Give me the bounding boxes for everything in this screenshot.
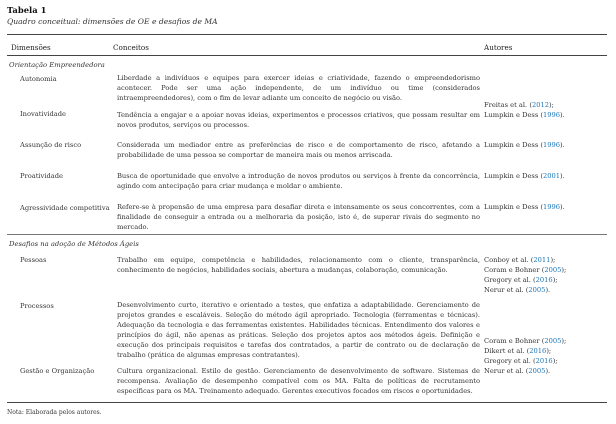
author-year: 2011 (533, 256, 551, 264)
concept-autonomia: Liberdade a indivíduos e equipes para exercer ideias e criatividade, fazendo o empreendedorismo acontecer. Pode ser uma ação independente, de um indivíduo ou time (considerados intraempreendedores), com o fim de levar adiante um conceito de negócio ou visão. (117, 74, 480, 103)
author-end: ); (550, 256, 556, 264)
author-nerur-2005-a (484, 285, 550, 295)
author-name: Coram e Bohner ( (484, 337, 545, 345)
dimension-autonomia: Autonomia (20, 75, 57, 83)
author-name: Lumpkin e Dess ( (484, 203, 543, 211)
author-lumpkin-1996-b (484, 140, 565, 150)
author-gregory-2016-b (484, 356, 558, 366)
author-name: Dikert et al. ( (484, 347, 530, 355)
author-freitas-2012 (484, 100, 554, 110)
column-header-concepts: Conceitos (113, 43, 149, 52)
author-year: 2005 (528, 367, 546, 375)
column-header-dimensions: Dimensões (11, 43, 51, 52)
author-year: 2016 (535, 357, 553, 365)
concept-gestao: Cultura organizacional. Estilo de gestão. Gerenciamento de desenvolvimento de software. Sistemas de recompensa. Avaliação de desempenho compatível com os MA. Falta de políticas de recrutamento específicas para os MA. Treinamento adequado. Gerentes executivos focados em riscos e oportunidades. (117, 367, 480, 396)
author-year: 1996 (543, 203, 561, 211)
header-rule (7, 55, 607, 56)
section-heading-oe: Orientação Empreendedora (9, 61, 105, 69)
author-year: 2001 (543, 172, 561, 180)
author-year: 1996 (543, 111, 561, 119)
concept-inovatividade: Tendência a engajar e a apoiar novas ideias, experimentos e processos criativos, que possam resultar em novos produtos, serviços ou processos. (117, 111, 480, 130)
author-coram-2005-b (484, 336, 566, 346)
dimension-agressividade: Agressividade competitiva (20, 204, 110, 212)
author-end: ); (552, 357, 558, 365)
table-note: Nota: Elaborada pelos autores. (7, 409, 102, 416)
dimension-processos: Processos (20, 302, 54, 310)
concept-pessoas: Trabalho em equipe, competência e habilidades, relacionamento com o cliente, transparência, conhecimento de negócios, habilidades sociais, abertura a mudanças, colaboração, comunicação. (117, 256, 480, 275)
author-name: Nerur et al. ( (484, 286, 529, 294)
author-name: Coram e Bohner ( (484, 266, 545, 274)
author-gregory-2016-a (484, 275, 558, 285)
author-coram-2005-a (484, 265, 566, 275)
dimension-assuncao-risco: Assunção de risco (20, 141, 82, 149)
author-year: 2005 (544, 266, 562, 274)
dimension-pessoas: Pessoas (20, 256, 47, 264)
author-name: Lumpkin e Dess ( (484, 141, 543, 149)
top-rule (7, 34, 607, 35)
author-name: Gregory et al. ( (484, 357, 536, 365)
section-rule (7, 234, 607, 235)
author-name: Lumpkin e Dess ( (484, 111, 543, 119)
author-name: Gregory et al. ( (484, 276, 536, 284)
author-year: 2012 (531, 101, 549, 109)
author-name: Lumpkin e Dess ( (484, 172, 543, 180)
dimension-gestao: Gestão e Organização (20, 367, 95, 375)
author-end: ); (561, 266, 567, 274)
concept-agressividade: Refere-se à propensão de uma empresa para desafiar direta e intensamente os seus concorrentes, com a finalidade de conseguir a entrada ou a melhoraria da posição, isto é, de superar rivais do segmento no mercado. (117, 203, 480, 232)
author-end: ). (545, 367, 551, 375)
author-end: ); (546, 347, 552, 355)
author-year: 2016 (535, 276, 553, 284)
concept-proatividade: Busca de oportunidade que envolve a introdução de novos produtos ou serviços à frente da concorrência, agindo com antecipação para criar mudança e moldar o ambiente. (117, 172, 480, 191)
author-end: ). (560, 203, 565, 211)
bottom-rule (7, 402, 607, 403)
author-name: Conboy et al. ( (484, 256, 534, 264)
concept-processos: Desenvolvimento curto, iterativo e orientado a testes, que enfatiza a adaptabilidade. Gerenciamento de projetos grandes e escaláveis. Seleção do método ágil apropriado. Tecnologia (ferramentas e técnicas). Adequação da tecnologia e das ferramentas existentes. Habilidades técnicas. Entendimento dos valores e princípios do ágil, não apenas as práticas. Seleção dos projetos aptos aos métodos ágeis. Definição e execução dos principais requisitos e tarefas dos contratados, a partir de contrato ou de declaração de trabalho (prática de algumas empresas contratantes). (117, 301, 480, 360)
table-caption: Quadro conceitual: dimensões de OE e desafios de MA (7, 17, 218, 26)
table-label: Tabela 1 (7, 5, 47, 15)
concept-assuncao-risco: Considerada um mediador entre as preferências de risco e de comportamento de risco, afetando a probabilidade de uma pessoa se comportar de maneira mais ou menos arriscada. (117, 141, 480, 160)
author-year: 2005 (544, 337, 562, 345)
dimension-inovatividade: Inovatividade (20, 110, 66, 118)
author-end: ); (548, 101, 554, 109)
author-end: ). (560, 172, 565, 180)
section-heading-ma: Desafios na adoção de Métodos Ágeis (9, 240, 139, 248)
author-year: 2005 (528, 286, 546, 294)
author-nerur-2005-b (484, 366, 550, 376)
author-end: ). (545, 286, 551, 294)
author-end: ). (560, 111, 565, 119)
author-year: 1996 (543, 141, 561, 149)
author-end: ); (552, 276, 558, 284)
author-lumpkin-1996-c (484, 202, 565, 212)
author-year: 2016 (529, 347, 547, 355)
author-end: ); (561, 337, 567, 345)
author-lumpkin-1996-a (484, 110, 565, 120)
author-lumpkin-2001 (484, 171, 565, 181)
author-conboy-2011 (484, 255, 555, 265)
author-name: Nerur et al. ( (484, 367, 529, 375)
column-header-authors: Autores (484, 43, 513, 52)
author-name: Freitas et al. ( (484, 101, 532, 109)
author-dikert-2016 (484, 346, 551, 356)
dimension-proatividade: Proatividade (20, 172, 63, 180)
author-end: ). (560, 141, 565, 149)
